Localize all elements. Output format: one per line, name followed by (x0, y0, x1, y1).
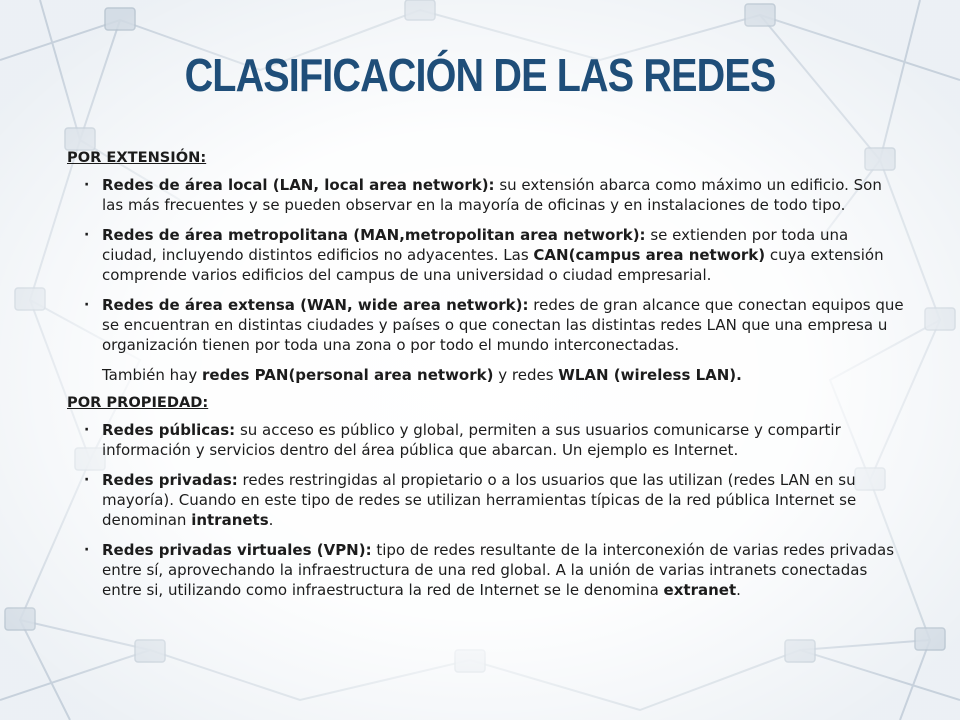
bullet-icon: · (84, 297, 90, 313)
section-heading-extension: POR EXTENSIÓN: (67, 149, 207, 166)
note-text: También hay (102, 366, 203, 384)
item-text: tipo de redes resultante de la interconexión de varias redes privadas entre sí, aprovechando la infraestructura de una red global. A la unión de varias intranets conectadas entre si, utilizando como infraestructura la red de Internet se le denomina (102, 541, 895, 599)
section-heading-ownership: POR PROPIEDAD: (67, 394, 209, 411)
list-item-wan (67, 295, 907, 355)
item-text: se extienden por toda una ciudad, incluyendo distintos edificios no adyacentes. Las (102, 226, 849, 264)
item-text: . (268, 511, 274, 529)
note-text: y redes (493, 366, 559, 384)
item-text: su acceso es público y global, permiten a sus usuarios comunicarse y compartir información y servicios dentro del área pública que abarcan. Un ejemplo es Internet. (102, 421, 841, 459)
note-term-pan: redes PAN(personal area network) (202, 366, 494, 384)
item-term: Redes de área local (LAN, local area network): (102, 176, 495, 194)
slide-title: CLASIFICACIÓN DE LAS REDES (184, 49, 776, 101)
bullet-icon: · (84, 177, 90, 193)
item-term-extranet: extranet (663, 581, 737, 599)
bullet-icon: · (84, 227, 90, 243)
item-term: Redes privadas virtuales (VPN): (102, 541, 372, 559)
item-term-intranets: intranets (191, 511, 269, 529)
item-term-can: CAN(campus area network) (533, 246, 766, 264)
item-term: Redes privadas: (102, 471, 238, 489)
slide-content (67, 148, 907, 610)
note-term-wlan: WLAN (wireless LAN). (558, 366, 742, 384)
item-term: Redes de área metropolitana (MAN,metropolitan area network): (102, 226, 646, 244)
list-item-man (67, 225, 907, 285)
note-pan-wlan (67, 365, 907, 385)
list-item-vpn (67, 540, 907, 600)
item-term: Redes públicas: (102, 421, 236, 439)
list-item-public (67, 420, 907, 460)
item-term: Redes de área extensa (WAN, wide area network): (102, 296, 529, 314)
item-text: cuya extensión comprende varios edificios del campus de una universidad o ciudad empresarial. (102, 246, 884, 284)
list-item-private (67, 470, 907, 530)
bullet-icon: · (84, 422, 90, 438)
list-item-lan (67, 175, 907, 215)
bullet-icon: · (84, 542, 90, 558)
item-text: . (736, 581, 741, 599)
item-text: redes restringidas al propietario o a los usuarios que las utilizan (redes LAN en su mayoría). Cuando en este tipo de redes se utilizan herramientas típicas de la red pública Internet se denominan (102, 471, 857, 529)
item-text: redes de gran alcance que conectan equipos que se encuentran en distintas ciudades y países o que conectan las distintas redes LAN que una empresa u organización tienen por toda una zona o por todo el mundo interconectadas. (102, 296, 904, 354)
bullet-icon: · (84, 472, 90, 488)
item-text: su extensión abarca como máximo un edificio. Son las más frecuentes y se pueden observar en la mayoría de oficinas y en instalaciones de todo tipo. (102, 176, 882, 214)
